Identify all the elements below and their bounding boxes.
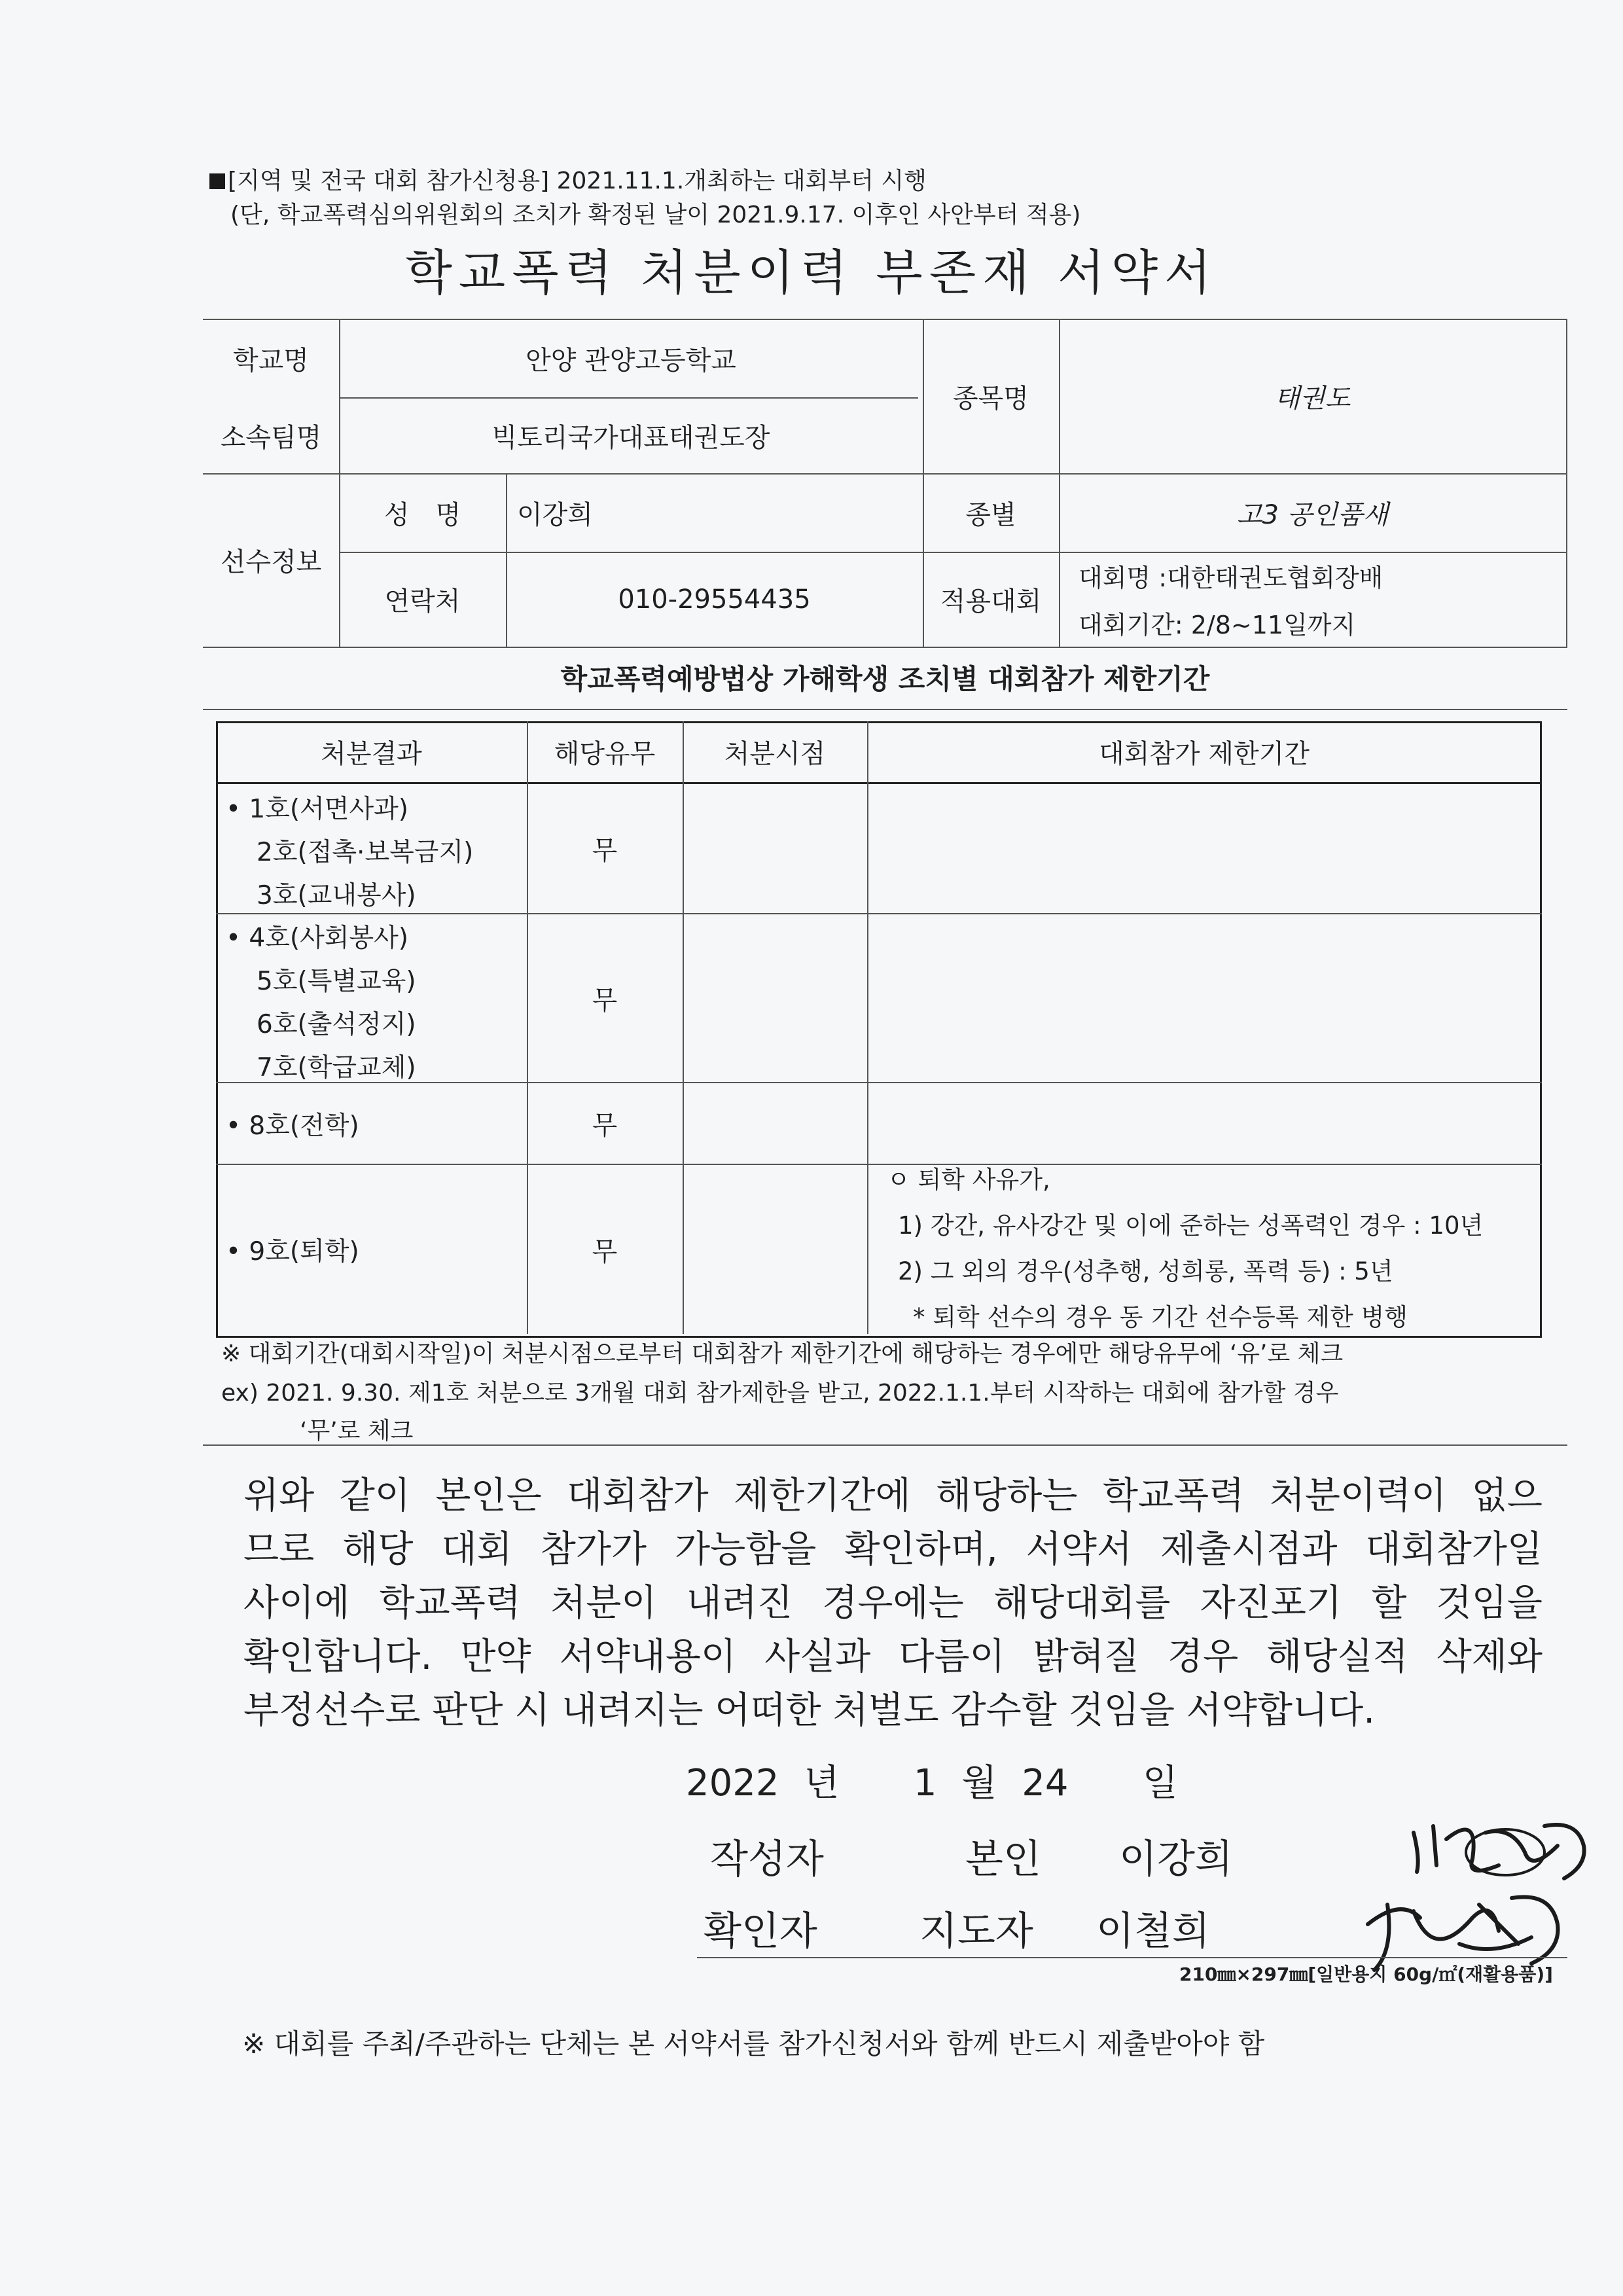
row3-line1: • 8호(전학) [226,1111,359,1141]
school-label: 학교명 [233,345,309,376]
date-line [686,1754,1178,1806]
header-period: 대회참가 제한기간 [1099,739,1310,769]
notice-line-1 [209,162,927,196]
row2-applicable: 무 [592,985,618,1016]
pledge-line-4: 확인합니다. 만약 서약내용이 사실과 다름이 밝혀질 경우 해당실적 삭제와 [243,1636,1543,1678]
team-label: 소속팀명 [220,422,322,453]
header-time: 처분시점 [724,739,826,769]
row2-line1: • 4호(사회봉사) [226,924,409,953]
pledge-line-3: 사이에 학교폭력 처분이 내려진 경우에는 해당대회를 자진포기 할 것임을 [243,1582,1543,1624]
header-result: 처분결과 [321,739,422,769]
paper-spec: 210㎜×297㎜[일반용지 60g/㎡(재활용품)] [1179,1964,1553,1985]
event-label: 종목명 [953,383,1029,414]
note-line-1: ※ 대회기간(대회시작일)이 처분시점으로부터 대회참가 제한기간에 해당하는 경우에만 해당유무에 ‘유’로 체크 [221,1340,1344,1367]
restriction-heading: 학교폭력예방법상 가해학생 조치별 대회참가 제한기간 [560,663,1210,695]
athlete-label: 선수정보 [220,547,322,577]
header-applicable: 해당유무 [554,739,656,769]
notice-line-2: (단, 학교폭력심의위원회의 조치가 확정된 날이 2021.9.17. 이후인 사안부터 적용) [230,202,1081,228]
date-year-unit: 년 [804,1762,840,1804]
row2-line4: 7호(학급교체) [257,1053,416,1083]
square-bullet-icon [209,173,225,189]
contact-label: 연락처 [384,586,461,617]
pledge-line-5: 부정선수로 판단 시 내려지는 어떠한 처벌도 감수할 것임을 서약합니다. [243,1689,1375,1732]
note-line-2: ex) 2021. 9.30. 제1호 처분으로 3개월 대회 참가제한을 받고, 2022.1.1.부터 시작하는 대회에 참가할 경우 [221,1380,1339,1407]
row1-line3: 3호(교내봉사) [257,881,416,910]
row3-applicable: 무 [592,1111,618,1141]
category-value: 고3 공인품새 [1236,499,1389,530]
confirm-role: 지도자 [919,1909,1033,1954]
confirm-name: 이철희 [1096,1909,1210,1954]
date-day-unit: 일 [1142,1762,1178,1804]
competition-period: 대회기간: 2/8~11일까지 [1079,611,1356,639]
footer-note: ※ 대회를 주최/주관하는 단체는 본 서약서를 참가신청서와 함께 반드시 제출받아야 함 [242,2028,1265,2060]
row2-line2: 5호(특별교육) [257,967,416,996]
row4-period-line1: ㅇ 퇴학 사유가, [887,1166,1050,1194]
date-year: 2022 [686,1762,779,1804]
notice-line-1-text: [지역 및 전국 대회 참가신청용] 2021.11.1.개최하는 대회부터 시행 [228,168,927,194]
event-value: 태권도 [1274,383,1351,414]
row4-applicable: 무 [592,1236,618,1267]
row1-line1: • 1호(서면사과) [226,795,409,824]
date-day: 24 [1022,1762,1069,1804]
row1-applicable: 무 [592,836,618,866]
row4-line1: • 9호(퇴학) [226,1237,359,1266]
writer-role: 본인 [965,1837,1041,1882]
writer-label: 작성자 [710,1837,824,1882]
row4-period-line2: 1) 강간, 유사강간 및 이에 준하는 성폭력인 경우 : 10년 [898,1211,1484,1240]
note-line-3: ‘무’로 체크 [300,1418,414,1444]
name-label: 성 명 [383,499,461,530]
name-value: 이강희 [517,499,593,530]
date-month: 1 [913,1762,937,1804]
category-label: 종별 [965,499,1016,530]
competition-name: 대회명 :대한태권도협회장배 [1079,563,1383,592]
team-value: 빅토리국가대표태권도장 [491,422,770,453]
contact-value: 010-29554435 [618,584,811,615]
competition-label: 적용대회 [940,586,1042,617]
confirm-label: 확인자 [704,1909,817,1954]
row1-line2: 2호(접촉·보복금지) [257,838,474,867]
date-month-unit: 월 [961,1762,997,1804]
document-title: 학교폭력 처분이력 부존재 서약서 [405,245,1218,301]
writer-name: 이강희 [1119,1837,1233,1882]
pledge-line-2: 므로 해당 대회 참가가 가능함을 확인하며, 서약서 제출시점과 대회참가일 [243,1528,1543,1571]
row4-period-line3: 2) 그 외의 경우(성추행, 성희롱, 폭력 등) : 5년 [898,1257,1393,1285]
school-value: 안양 관양고등학교 [526,345,736,376]
row2-line3: 6호(출석정지) [257,1010,416,1039]
row4-period-line4: * 퇴학 선수의 경우 동 기간 선수등록 제한 병행 [913,1303,1408,1331]
pledge-line-1: 위와 같이 본인은 대회참가 제한기간에 해당하는 학교폭력 처분이력이 없으 [243,1475,1543,1517]
